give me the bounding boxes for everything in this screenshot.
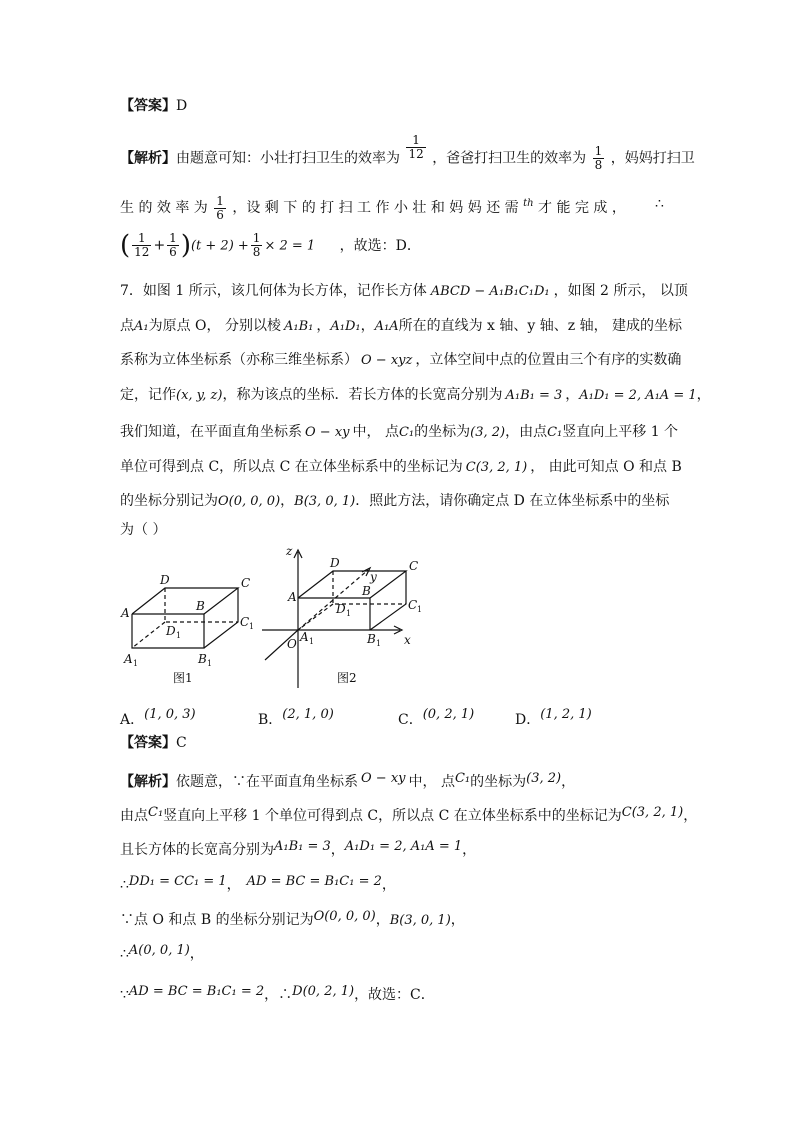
svg-text:图1: 图1 — [173, 671, 193, 685]
question-7-line-5: 我们知道，在平面直角坐标系 O − xy 中， 点C₁的坐标为(3, 2)，由点C₁竖直向上平移 1 个 — [120, 424, 679, 440]
svg-text:1: 1 — [309, 637, 315, 646]
svg-text:图2: 图2 — [337, 671, 357, 685]
figure-1-labels — [120, 573, 254, 685]
option-d[interactable]: D．(1, 2, 1) — [515, 707, 592, 728]
question-7-line-7: 的坐标分别记为O(0, 0, 0)，B(3, 0, 1)．照此方法，请你确定点 D 在立体坐标系中的坐标 — [120, 493, 670, 509]
figures — [0, 540, 794, 690]
svg-text:D: D — [336, 602, 346, 616]
analysis-line-1: 【解析】由题意可知：小壮打扫卫生的效率为 $\frac{1}{12}$ ，爸爸打扫卫生的效率为 $\frac{1}{8}$ ，妈妈打扫卫 — [120, 133, 695, 172]
svg-text:x: x — [404, 633, 411, 647]
svg-text:B: B — [367, 632, 376, 646]
question-7-line-2: 点A₁为原点 O， 分别以棱 A₁B₁ ，A₁D₁，A₁A所在的直线为 x 轴、y 轴、z 轴， 建成的坐标 — [120, 318, 683, 334]
analysis2-line-1: 【解析】依题意，∵在平面直角坐标系 O − xy 中， 点C₁的坐标为(3, 2)， — [120, 771, 576, 790]
analysis-label: 【解析】 — [120, 150, 176, 167]
figure-1-cuboid — [132, 588, 238, 648]
analysis2-line-4: ∴DD₁ = CC₁ = 1， AD = BC = B₁C₁ = 2， — [120, 874, 396, 893]
answer-label: 【答案】 — [120, 98, 176, 114]
question-7-line-6: 单位可得到点 C，所以点 C 在立体坐标系中的坐标记为 C(3, 2, 1) ， 由此可知点 O 和点 B — [120, 459, 682, 475]
analysis-line-2: 生 的 效 率 为 $\frac{1}{6}$ ，设 剩 下 的 打 扫 工 作 小 壮 和 妈 妈 还 需 $^{th}$ 才 能 完 成 ， ∴ — [120, 193, 664, 222]
svg-text:y: y — [370, 570, 377, 584]
option-a[interactable]: A．(1, 0, 3) — [120, 707, 196, 728]
figure-2-cuboid — [262, 550, 406, 688]
svg-text:A: A — [121, 606, 130, 620]
answer-line-1 — [120, 96, 187, 116]
svg-text:1: 1 — [249, 622, 255, 631]
answer-line-2: 【答案】C — [120, 735, 187, 751]
svg-text:B: B — [362, 584, 371, 598]
analysis2-line-6: ∴A(0, 0, 1)， — [120, 943, 204, 962]
option-b[interactable]: B．(2, 1, 0) — [258, 707, 334, 728]
svg-text:C: C — [241, 576, 251, 590]
svg-text:1: 1 — [176, 631, 182, 640]
svg-text:O: O — [287, 637, 297, 651]
svg-text:C: C — [408, 598, 418, 612]
svg-text:A: A — [288, 590, 297, 604]
svg-text:C: C — [240, 615, 250, 629]
analysis2-line-3: 且长方体的长宽高分别为A₁B₁ = 3，A₁D₁ = 2, A₁A = 1， — [120, 839, 477, 858]
svg-text:z: z — [286, 544, 293, 558]
question-7-line-4: 定，记作(x, y, z)，称为该点的坐标．若长方体的长宽高分别为 A₁B₁ = 3 ，A₁D₁ = 2, A₁A = 1， — [120, 387, 711, 403]
question-7-line-3: 系称为立体坐标系（亦称三维坐标系） O − xyz ，立体空间中点的位置由三个有序的实数确 — [120, 352, 682, 368]
fraction-1-8: $\frac{1}{8}$ — [594, 144, 603, 172]
svg-text:D: D — [330, 556, 340, 570]
svg-text:D: D — [166, 624, 176, 638]
svg-text:B: B — [198, 652, 207, 666]
analysis2-line-2: 由点C₁竖直向上平移 1 个单位可得到点 C，所以点 C 在立体坐标系中的坐标记为C(3, 2, 1)， — [120, 805, 698, 824]
fraction-1-6: $\frac{1}{6}$ — [216, 193, 224, 222]
svg-text:1: 1 — [207, 659, 213, 668]
svg-text:1: 1 — [133, 659, 139, 668]
analysis2-line-7: ∵AD = BC = B₁C₁ = 2，∴D(0, 2, 1)，故选：C． — [120, 984, 435, 1003]
analysis-equation: ( $\frac{1}{12}$ + $\frac{1}{6}$ )(t + 2) + $\frac{1}{8}$ × 2 = 1 ，故选：D． — [120, 230, 421, 261]
svg-text:1: 1 — [376, 639, 382, 648]
answer-value: D — [176, 98, 188, 114]
svg-text:1: 1 — [417, 605, 423, 614]
svg-text:C: C — [409, 559, 419, 573]
question-7-line-1: 7．如图 1 所示，该几何体为长方体，记作长方体 ABCD − A₁B₁C₁D₁ ，如图 2 所示， 以顶 — [120, 283, 688, 299]
svg-text:B: B — [196, 599, 205, 613]
svg-text:A: A — [124, 652, 133, 666]
figure-2-labels — [285, 544, 422, 685]
analysis2-line-5: ∵点 O 和点 B 的坐标分别记为O(0, 0, 0)，B(3, 0, 1)， — [120, 909, 465, 928]
question-7-line-8: 为（ ） — [120, 522, 167, 538]
svg-text:A: A — [300, 630, 309, 644]
svg-text:1: 1 — [346, 609, 352, 618]
option-c[interactable]: C．(0, 2, 1) — [398, 707, 475, 728]
fraction-1-12: $\frac{1}{12}$ — [408, 133, 424, 161]
svg-text:D: D — [160, 573, 170, 587]
